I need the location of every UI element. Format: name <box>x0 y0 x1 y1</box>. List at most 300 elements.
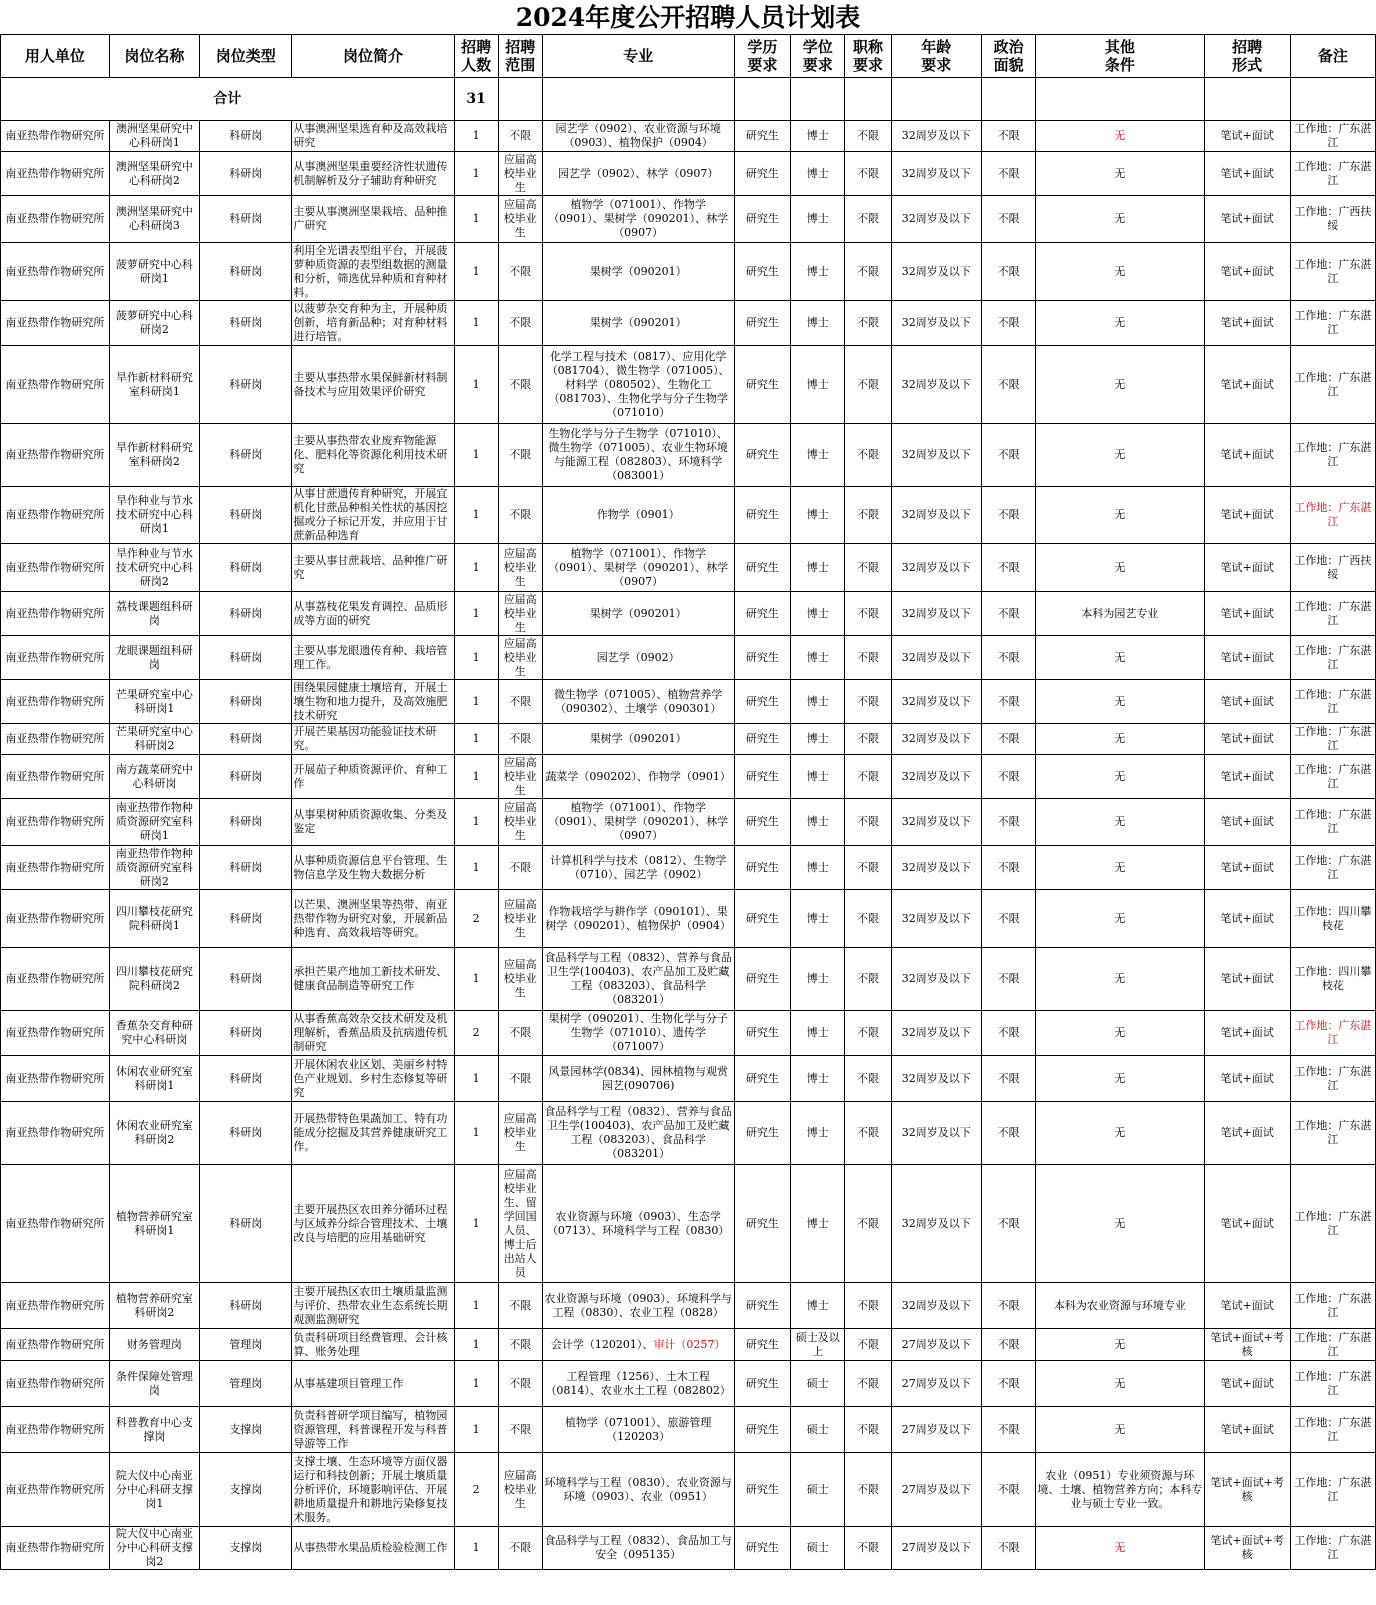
cell-title <box>845 487 891 544</box>
cell-education <box>734 680 790 724</box>
cell-unit <box>1 301 110 346</box>
cell-post-desc-text: 主要从事热带水果保鲜新材料制备技术与应用效果评价研究 <box>293 370 448 398</box>
cell-post-type <box>200 196 292 243</box>
cell-form-text: 笔试+面试 <box>1220 166 1274 180</box>
cell-unit-text: 南亚热带作物研究所 <box>5 1071 105 1085</box>
cell-note-text: 工作地：广东湛江 <box>1294 1534 1372 1561</box>
cell-major <box>542 846 734 890</box>
cell-title <box>845 890 891 948</box>
cell-unit-text: 南亚热带作物研究所 <box>5 1216 105 1230</box>
cell-degree <box>791 724 845 755</box>
cell-note-text: 工作地：四川攀枝花 <box>1294 965 1372 992</box>
cell-title-text: 不限 <box>857 606 879 620</box>
cell-note-text: 工作地：广东湛江 <box>1294 370 1372 398</box>
col-count-header: 招聘 人数 <box>454 35 498 78</box>
cell-major <box>542 196 734 243</box>
cell-note <box>1290 680 1375 724</box>
cell-form-text: 笔试+面试 <box>1220 769 1274 783</box>
cell-scope <box>498 1056 542 1102</box>
cell-note-text: 工作地：广东湛江 <box>1294 725 1372 752</box>
cell-political <box>981 1361 1035 1407</box>
cell-scope-text: 不限 <box>509 1337 532 1351</box>
cell-major-text: 食品科学与工程（0832）、营养与食品卫生学(100403)、农产品加工及贮藏工程（083203）、食品科学（083201） <box>544 951 732 1006</box>
cell-education <box>734 1453 790 1527</box>
cell-education-text: 研究生 <box>745 129 779 142</box>
cell-post-type <box>200 1407 292 1453</box>
cell-unit <box>1 1283 110 1329</box>
cell-post-type-text: 科研岗 <box>229 166 263 180</box>
cell-note <box>1290 1329 1375 1361</box>
cell-other <box>1036 680 1204 724</box>
cell-political <box>981 346 1035 424</box>
cell-scope <box>498 755 542 799</box>
cell-note-text: 工作地：广东湛江 <box>1294 1369 1372 1397</box>
cell-major <box>542 301 734 346</box>
cell-form <box>1204 301 1290 346</box>
cell-age-text: 32周岁及以下 <box>901 166 971 180</box>
cell-post-desc <box>292 799 454 846</box>
cell-scope-text: 不限 <box>509 694 532 708</box>
cell-major <box>542 487 734 544</box>
cell-degree <box>791 636 845 680</box>
cell-post-desc-text: 支撑土壤、生态环境等方面仪器运行和科技创新；开展土壤质量分析评价，环境影响评估、开展耕地质量提升和耕地污染修复技术服务。 <box>293 1454 448 1524</box>
cell-political-text: 不限 <box>997 1071 1020 1085</box>
cell-count <box>454 1453 498 1527</box>
cell-education-text: 研究生 <box>745 911 779 925</box>
cell-scope <box>498 680 542 724</box>
cell-other-text: 无 <box>1114 769 1126 783</box>
cell-post-type <box>200 1527 292 1570</box>
cell-post-name-text: 南亚热带作物种质资源研究室科研岗2 <box>115 846 193 888</box>
cell-unit <box>1 680 110 724</box>
cell-major-text: 环境科学与工程（0830）、农业资源与环境（0903）、农业（0951） <box>544 1475 732 1503</box>
cell-scope-text: 应届高校毕业生、留学回国人员、博士后出站人员 <box>503 1167 537 1279</box>
cell-post-desc <box>292 1165 454 1283</box>
cell-major <box>542 1329 734 1361</box>
cell-other-text: 无 <box>1114 650 1126 664</box>
cell-age <box>891 544 981 592</box>
cell-other-text: 无 <box>1114 1541 1126 1554</box>
cell-other-text: 无 <box>1114 560 1126 574</box>
cell-other-text: 无 <box>1114 166 1126 180</box>
cell-degree-text: 博士 <box>806 448 829 461</box>
cell-other <box>1036 890 1204 948</box>
cell-count <box>454 1361 498 1407</box>
cell-political-text: 不限 <box>997 1126 1020 1139</box>
cell-unit-text: 南亚热带作物研究所 <box>5 732 105 745</box>
cell-post-type-text: 科研岗 <box>229 694 263 708</box>
cell-education <box>734 196 790 243</box>
cell-unit <box>1 755 110 799</box>
cell-post-desc <box>292 243 454 301</box>
cell-other <box>1036 636 1204 680</box>
cell-count <box>454 1407 498 1453</box>
cell-other <box>1036 1165 1204 1283</box>
cell-post-type <box>200 424 292 487</box>
cell-count-text: 1 <box>472 264 480 278</box>
cell-political <box>981 1165 1035 1283</box>
cell-post-type <box>200 243 292 301</box>
cell-count-text: 1 <box>472 1422 480 1436</box>
cell-post-desc-text: 从事香蕉高效杂交技术研发及机理解析，香蕉品质及抗病遗传机制研究 <box>293 1012 448 1053</box>
cell-scope <box>498 724 542 755</box>
cell-degree-text: 博士 <box>806 860 829 874</box>
cell-form <box>1204 1361 1290 1407</box>
cell-post-name-text: 芒果研究室中心科研岗2 <box>115 725 193 752</box>
cell-education-text: 研究生 <box>745 377 779 391</box>
cell-other-text: 无 <box>1114 732 1126 745</box>
cell-unit-text: 南亚热带作物研究所 <box>5 1541 105 1554</box>
cell-count <box>454 121 498 152</box>
cell-post-desc <box>292 424 454 487</box>
table-row <box>1 487 1376 544</box>
cell-post-name <box>109 243 199 301</box>
cell-title-text: 不限 <box>857 1071 879 1085</box>
cell-form <box>1204 196 1290 243</box>
cell-count-text: 1 <box>472 694 480 708</box>
cell-unit-text: 南亚热带作物研究所 <box>5 650 105 664</box>
cell-count-text: 1 <box>472 650 480 664</box>
cell-scope <box>498 487 542 544</box>
cell-degree-text: 博士 <box>806 650 829 664</box>
cell-major <box>542 243 734 301</box>
cell-unit <box>1 121 110 152</box>
cell-post-desc <box>292 1011 454 1056</box>
cell-form <box>1204 592 1290 636</box>
cell-political-text: 不限 <box>997 732 1020 745</box>
cell-education <box>734 1407 790 1453</box>
cell-title-text: 不限 <box>857 1422 879 1436</box>
cell-political-text: 不限 <box>997 377 1020 391</box>
cell-age-text: 27周岁及以下 <box>901 1422 971 1436</box>
cell-education-text: 研究生 <box>745 1298 779 1312</box>
cell-note-text: 工作地：广西扶绥 <box>1294 553 1372 581</box>
cell-form-text: 笔试+面试 <box>1220 316 1274 329</box>
cell-education <box>734 636 790 680</box>
cell-degree <box>791 487 845 544</box>
cell-post-desc <box>292 724 454 755</box>
cell-unit-text: 南亚热带作物研究所 <box>5 212 105 225</box>
cell-education <box>734 724 790 755</box>
cell-age-text: 32周岁及以下 <box>901 508 971 521</box>
cell-major-text: 生物化学与分子生物学（071010）、微生物学（071005）、农业生物环境与能源工程（082803）、环境科学（083001） <box>548 427 728 482</box>
cell-degree <box>791 1165 845 1283</box>
cell-count-text: 1 <box>472 377 480 391</box>
cell-post-name-text: 植物营养研究室科研岗2 <box>115 1291 193 1319</box>
cell-age <box>891 1527 981 1570</box>
cell-scope <box>498 636 542 680</box>
cell-education-text: 研究生 <box>745 1541 779 1554</box>
cell-post-type-text: 科研岗 <box>229 860 263 874</box>
cell-post-name <box>109 487 199 544</box>
cell-age-text: 32周岁及以下 <box>901 212 971 225</box>
cell-political-text: 不限 <box>997 316 1020 329</box>
cell-note <box>1290 346 1375 424</box>
cell-post-desc-text: 从事荔枝花果发育调控、品质形成等方面的研究 <box>293 599 448 627</box>
cell-major <box>542 1283 734 1329</box>
cell-count <box>454 1056 498 1102</box>
table-row <box>1 846 1376 890</box>
col-unit-header: 用人单位 <box>1 35 110 78</box>
table-row <box>1 1527 1376 1570</box>
cell-title <box>845 1011 891 1056</box>
cell-unit <box>1 1527 110 1570</box>
cell-count <box>454 544 498 592</box>
cell-political-text: 不限 <box>997 1337 1020 1351</box>
cell-unit <box>1 846 110 890</box>
cell-other-text: 无 <box>1114 316 1126 329</box>
cell-major <box>542 1527 734 1570</box>
cell-note-text: 工作地：广西扶绥 <box>1294 205 1372 232</box>
cell-post-name-text: 香蕉杂交育种研究中心科研岗 <box>115 1019 193 1046</box>
table-row <box>1 592 1376 636</box>
cell-major <box>542 755 734 799</box>
cell-unit-text: 南亚热带作物研究所 <box>5 694 105 708</box>
cell-post-name <box>109 1361 199 1407</box>
cell-unit <box>1 544 110 592</box>
cell-count <box>454 346 498 424</box>
cell-major-highlight: 审计（0257） <box>653 1337 726 1351</box>
cell-scope <box>498 799 542 846</box>
cell-post-type-text: 科研岗 <box>229 972 263 985</box>
cell-education <box>734 424 790 487</box>
cell-post-type-text: 科研岗 <box>229 911 263 925</box>
cell-unit-text: 南亚热带作物研究所 <box>5 508 105 521</box>
cell-scope <box>498 1527 542 1570</box>
cell-form-text: 笔试+面试 <box>1220 1026 1274 1039</box>
cell-other <box>1036 846 1204 890</box>
cell-form <box>1204 1527 1290 1570</box>
cell-post-name <box>109 1102 199 1165</box>
cell-form-text: 笔试+面试+考核 <box>1210 1475 1284 1503</box>
cell-post-desc <box>292 196 454 243</box>
cell-post-type <box>200 346 292 424</box>
cell-scope <box>498 592 542 636</box>
cell-post-name <box>109 890 199 948</box>
cell-count <box>454 799 498 846</box>
cell-scope-text: 应届高校毕业生 <box>503 152 537 194</box>
cell-count-text: 1 <box>472 129 480 142</box>
table-row <box>1 196 1376 243</box>
cell-political <box>981 846 1035 890</box>
cell-post-name-text: 院大仪中心南亚分中心科研支撑岗1 <box>115 1468 193 1510</box>
cell-note-text: 工作地：广东湛江 <box>1294 762 1372 790</box>
cell-education-text: 研究生 <box>745 1422 779 1436</box>
cell-unit-text: 南亚热带作物研究所 <box>5 264 105 278</box>
cell-education-text: 研究生 <box>745 1376 779 1390</box>
cell-count <box>454 1329 498 1361</box>
cell-count-text: 1 <box>472 606 480 620</box>
cell-other-text: 本科为农业资源与环境专业 <box>1053 1298 1186 1312</box>
cell-major-text: 化学工程与技术（0817）、应用化学（081704）、微生物学（071005）、材料学（080502）、生物化工（081703）、生物化学与分子生物学（071010） <box>546 349 730 419</box>
cell-post-desc-text: 开展茄子种质资源评价、育种工作 <box>293 762 448 790</box>
cell-note <box>1290 196 1375 243</box>
cell-degree-text: 博士 <box>806 166 829 180</box>
cell-note-text: 工作地：广东湛江 <box>1294 1475 1372 1503</box>
cell-note-text: 工作地：广东湛江 <box>1294 853 1372 881</box>
table-row <box>1 1056 1376 1102</box>
cell-title-text: 不限 <box>857 860 879 874</box>
cell-scope-text: 应届高校毕业生 <box>503 897 537 939</box>
cell-title-text: 不限 <box>857 1298 879 1312</box>
cell-post-name-text: 芒果研究室中心科研岗1 <box>115 687 193 715</box>
cell-form-text: 笔试+面试 <box>1220 972 1274 985</box>
cell-degree <box>791 346 845 424</box>
cell-post-desc <box>292 1407 454 1453</box>
cell-age <box>891 890 981 948</box>
cell-education <box>734 152 790 196</box>
cell-note <box>1290 846 1375 890</box>
cell-note <box>1290 301 1375 346</box>
cell-scope <box>498 1453 542 1527</box>
cell-unit <box>1 196 110 243</box>
cell-post-type <box>200 1361 292 1407</box>
cell-count <box>454 1283 498 1329</box>
cell-post-name-text: 休闲农业研究室科研岗1 <box>115 1064 193 1092</box>
cell-age <box>891 301 981 346</box>
cell-scope <box>498 121 542 152</box>
cell-post-name <box>109 755 199 799</box>
cell-post-desc-text: 从事甘蔗遗传育种研究，开展宜机化甘蔗品种相关性状的基因挖掘或分子标记开发，并应用于甘蔗新品种选育 <box>293 487 448 542</box>
cell-education <box>734 799 790 846</box>
cell-post-type-text: 科研岗 <box>229 815 263 828</box>
cell-title <box>845 1453 891 1527</box>
cell-count <box>454 948 498 1011</box>
cell-count <box>454 755 498 799</box>
col-scope-header: 招聘 范围 <box>498 35 542 78</box>
cell-note-text: 工作地：广东湛江 <box>1294 441 1372 468</box>
cell-age <box>891 1361 981 1407</box>
cell-post-desc-text: 从事澳洲坚果重要经济性状遗传机制解析及分子辅助育种研究 <box>293 159 448 187</box>
cell-post-name-text: 旱作新材料研究室科研岗1 <box>115 370 193 398</box>
cell-major <box>542 544 734 592</box>
cell-note-text: 工作地：广东湛江 <box>1294 808 1372 835</box>
cell-education-text: 研究生 <box>745 650 779 664</box>
cell-degree-text: 博士 <box>806 1126 829 1139</box>
cell-note <box>1290 799 1375 846</box>
cell-note-text: 工作地：广东湛江 <box>1294 122 1372 149</box>
cell-scope-text: 应届高校毕业生 <box>503 1468 537 1510</box>
col-post-desc-header: 岗位简介 <box>292 35 454 78</box>
cell-other-text: 无 <box>1114 377 1126 391</box>
cell-other <box>1036 346 1204 424</box>
cell-form <box>1204 1165 1290 1283</box>
cell-post-name-text: 菠萝研究中心科研岗1 <box>115 257 193 285</box>
cell-title <box>845 1283 891 1329</box>
cell-unit <box>1 948 110 1011</box>
cell-other-text: 无 <box>1114 1422 1126 1436</box>
cell-political <box>981 1056 1035 1102</box>
cell-major-text: 植物学（071001）、作物学（0901）、果树学（090201）、林学（0907） <box>548 546 729 588</box>
cell-other <box>1036 1407 1204 1453</box>
cell-form <box>1204 680 1290 724</box>
cell-degree <box>791 1361 845 1407</box>
cell-post-desc-text: 负责科研项目经费管理、会计核算、账务处理 <box>293 1330 448 1358</box>
cell-count-text: 1 <box>472 166 480 180</box>
cell-form-text: 笔试+面试 <box>1220 508 1274 521</box>
cell-education <box>734 346 790 424</box>
cell-other <box>1036 592 1204 636</box>
cell-major <box>542 121 734 152</box>
cell-age <box>891 636 981 680</box>
cell-education <box>734 1527 790 1570</box>
cell-education <box>734 948 790 1011</box>
table-row <box>1 636 1376 680</box>
cell-other <box>1036 196 1204 243</box>
cell-count <box>454 301 498 346</box>
total-label: 合计 <box>1 78 455 121</box>
cell-education <box>734 1283 790 1329</box>
cell-age <box>891 1283 981 1329</box>
cell-note-text: 工作地：广东湛江 <box>1294 1415 1372 1443</box>
cell-title <box>845 1102 891 1165</box>
cell-post-desc-text: 主要从事龙眼遗传育种、栽培管理工作。 <box>293 643 448 671</box>
cell-major-text: 果树学（090201）、生物化学与分子生物学（071010）、遗传学（071007） <box>548 1012 728 1053</box>
cell-count-text: 1 <box>472 316 480 329</box>
cell-education-text: 研究生 <box>745 769 779 783</box>
cell-unit <box>1 1361 110 1407</box>
cell-age-text: 32周岁及以下 <box>901 815 971 828</box>
cell-form-text: 笔试+面试 <box>1220 650 1274 664</box>
cell-post-type-text: 支撑岗 <box>229 1422 263 1436</box>
cell-age-text: 27周岁及以下 <box>901 1376 971 1390</box>
cell-unit <box>1 724 110 755</box>
cell-education-text: 研究生 <box>745 316 779 329</box>
cell-count <box>454 487 498 544</box>
table-row <box>1 121 1376 152</box>
cell-education <box>734 846 790 890</box>
cell-major-text: 植物学（071001）、作物学（0901）、果树学（090201）、林学（0907） <box>548 801 729 842</box>
cell-post-desc-text: 利用全光谱表型组平台，开展菠萝种质资源的表型组数据的测量和分析，筛选优异种质和育种材料。 <box>293 243 448 299</box>
col-other-header: 其他 条件 <box>1036 35 1204 78</box>
cell-age <box>891 196 981 243</box>
cell-title <box>845 301 891 346</box>
cell-scope-text: 应届高校毕业生 <box>503 755 537 797</box>
cell-unit-text: 南亚热带作物研究所 <box>5 377 105 391</box>
cell-political <box>981 799 1035 846</box>
cell-count <box>454 680 498 724</box>
cell-other <box>1036 121 1204 152</box>
table-body <box>1 78 1376 1570</box>
cell-age-text: 32周岁及以下 <box>901 694 971 708</box>
cell-form-text: 笔试+面试 <box>1220 264 1274 278</box>
cell-form <box>1204 724 1290 755</box>
cell-degree-text: 博士 <box>806 1026 829 1039</box>
cell-degree <box>791 1329 845 1361</box>
cell-post-type <box>200 1283 292 1329</box>
cell-post-type-text: 管理岗 <box>229 1337 263 1351</box>
cell-political <box>981 121 1035 152</box>
cell-title-text: 不限 <box>857 732 879 745</box>
cell-unit-text: 南亚热带作物研究所 <box>5 972 105 985</box>
cell-post-name-text: 澳洲坚果研究中心科研岗2 <box>115 159 193 187</box>
cell-count <box>454 846 498 890</box>
cell-age <box>891 680 981 724</box>
cell-form-text: 笔试+面试 <box>1220 1376 1274 1390</box>
cell-note <box>1290 592 1375 636</box>
cell-post-type-text: 科研岗 <box>229 732 263 745</box>
cell-scope-text: 应届高校毕业生 <box>503 198 537 239</box>
cell-count <box>454 724 498 755</box>
cell-political-text: 不限 <box>997 815 1020 828</box>
cell-post-desc <box>292 544 454 592</box>
cell-count-text: 1 <box>472 769 480 783</box>
cell-degree <box>791 948 845 1011</box>
cell-scope-text: 不限 <box>509 1422 532 1436</box>
cell-scope <box>498 544 542 592</box>
cell-degree-text: 博士 <box>806 264 829 278</box>
cell-major <box>542 346 734 424</box>
